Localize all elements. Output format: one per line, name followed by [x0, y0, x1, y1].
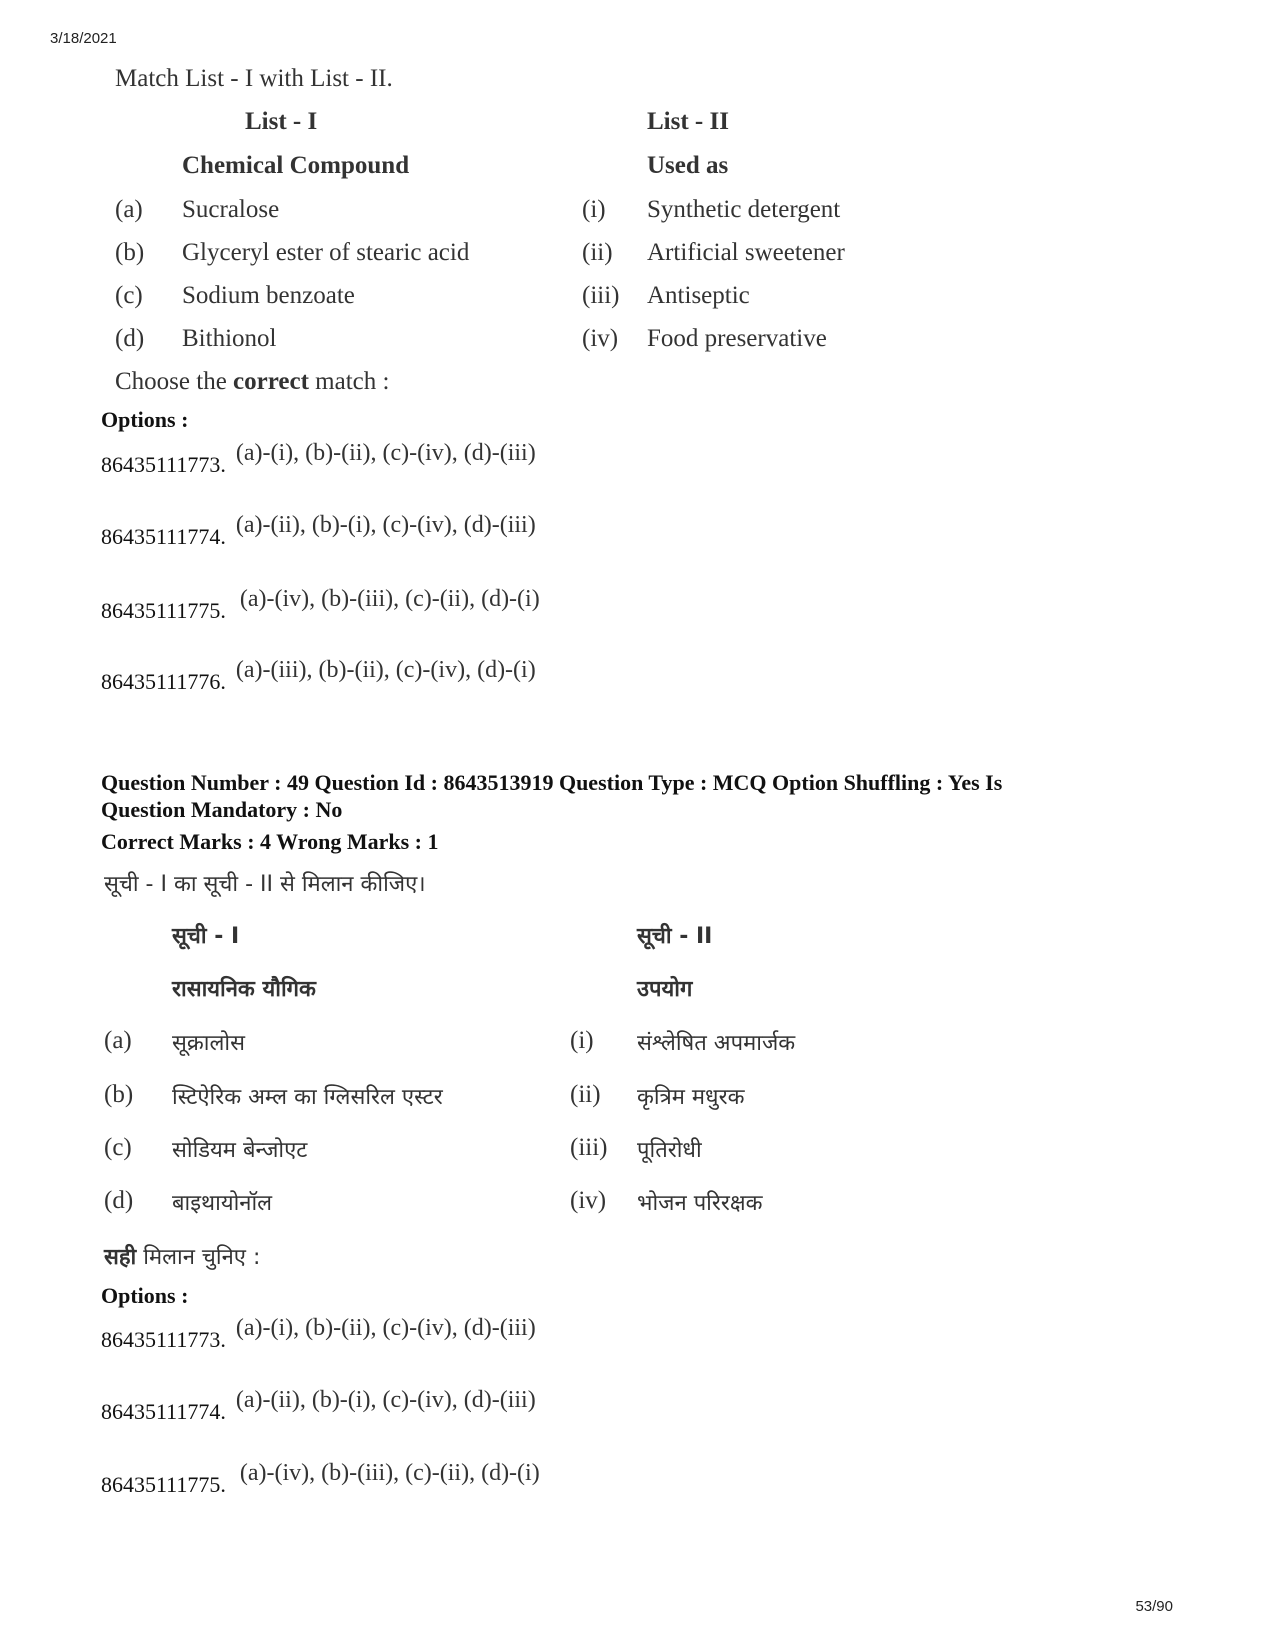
- q48-row-iii-label: (iii): [582, 282, 620, 309]
- q49-list2-subheader: उपयोग: [637, 977, 693, 1002]
- q48-row-i-label: (i): [582, 196, 606, 223]
- q48-list1-header: List - I: [245, 108, 318, 135]
- q49-meta-line2: Question Mandatory : No: [101, 797, 343, 822]
- q48-row-c-text: Sodium benzoate: [182, 282, 355, 309]
- option-id: 86435111775.: [101, 598, 226, 623]
- q48-list2-header: List - II: [647, 108, 729, 135]
- q48-options-label: Options :: [101, 407, 189, 432]
- q48-intro: Match List - I with List - II.: [115, 65, 393, 92]
- option-text: (a)-(iv), (b)-(iii), (c)-(ii), (d)-(i): [239, 1460, 540, 1486]
- option-text: (a)-(i), (b)-(ii), (c)-(iv), (d)-(iii): [235, 1315, 536, 1341]
- q49-intro: सूची - I का सूची - II से मिलान कीजिए।: [104, 872, 426, 897]
- option-id: 86435111773.: [101, 452, 226, 477]
- q48-row-d-label: (d): [115, 325, 145, 352]
- q49-row-i-label: (i): [570, 1027, 594, 1054]
- option-id: 86435111774.: [101, 524, 226, 549]
- q48-option-1[interactable]: [101, 440, 536, 477]
- page-date: 3/18/2021: [50, 30, 117, 47]
- option-id: 86435111776.: [101, 669, 226, 694]
- q49-row-c-text: सोडियम बेन्जोएट: [172, 1138, 308, 1163]
- q49-options-label: Options :: [101, 1283, 189, 1308]
- q48-list1-subheader: Chemical Compound: [182, 152, 410, 179]
- q49-row-iv-label: (iv): [570, 1187, 607, 1214]
- q49-row-i-text: संश्लेषित अपमार्जक: [637, 1031, 796, 1056]
- q49-row-b-text: स्टिऐरिक अम्ल का ग्लिसरिल एस्टर: [172, 1085, 443, 1110]
- q49-row-iii-label: (iii): [570, 1134, 608, 1161]
- q48-row-iii-text: Antiseptic: [647, 282, 750, 309]
- q49-row-ii-text: कृत्रिम मधुरक: [637, 1085, 745, 1110]
- q48-row-iv-label: (iv): [582, 325, 619, 352]
- q48-list2-subheader: Used as: [647, 152, 729, 179]
- q49-option-3[interactable]: [101, 1460, 540, 1497]
- q49-row-ii-label: (ii): [570, 1081, 601, 1108]
- option-text: (a)-(i), (b)-(ii), (c)-(iv), (d)-(iii): [235, 440, 536, 466]
- q49-list1-header: सूची - I: [172, 924, 240, 949]
- q48-row-b-text: Glyceryl ester of stearic acid: [182, 239, 470, 266]
- q49-row-d-text: बाइथायोनॉल: [172, 1191, 273, 1216]
- q48-option-2[interactable]: [101, 512, 536, 549]
- q49-row-iii-text: पूतिरोधी: [637, 1138, 702, 1163]
- q48-row-ii-text: Artificial sweetener: [647, 239, 845, 266]
- q49-meta-line1: Question Number : 49 Question Id : 8643513919 Question Type : MCQ Option Shuffling : Yes Is: [101, 770, 1003, 795]
- option-text: (a)-(iv), (b)-(iii), (c)-(ii), (d)-(i): [239, 586, 540, 612]
- q48-row-iv-text: Food preservative: [647, 325, 827, 352]
- q49-row-b-label: (b): [104, 1081, 134, 1108]
- option-id: 86435111775.: [101, 1472, 226, 1497]
- page-number: 53/90: [1135, 1598, 1173, 1615]
- q48-option-4[interactable]: [101, 657, 536, 694]
- q49-row-a-label: (a): [104, 1027, 132, 1054]
- q48-row-d-text: Bithionol: [182, 325, 277, 352]
- q49-list1-subheader: रासायनिक यौगिक: [172, 977, 316, 1002]
- option-text: (a)-(ii), (b)-(i), (c)-(iv), (d)-(iii): [235, 512, 536, 538]
- q48-row-ii-label: (ii): [582, 239, 613, 266]
- option-text: (a)-(iii), (b)-(ii), (c)-(iv), (d)-(i): [235, 657, 536, 683]
- q48-prompt: Choose the correct match :: [115, 368, 390, 395]
- option-text: (a)-(ii), (b)-(i), (c)-(iv), (d)-(iii): [235, 1387, 536, 1413]
- q48-row-c-label: (c): [115, 282, 143, 309]
- option-id: 86435111773.: [101, 1327, 226, 1352]
- q49-option-2[interactable]: [101, 1387, 536, 1424]
- option-id: 86435111774.: [101, 1399, 226, 1424]
- q49-row-c-label: (c): [104, 1134, 132, 1161]
- q49-prompt: सही मिलान चुनिए :: [104, 1245, 261, 1270]
- q49-row-iv-text: भोजन परिरक्षक: [637, 1191, 763, 1216]
- q48-row-i-text: Synthetic detergent: [647, 196, 841, 223]
- q48-option-3[interactable]: [101, 586, 540, 623]
- q49-row-d-label: (d): [104, 1187, 134, 1214]
- q48-row-a-text: Sucralose: [182, 196, 280, 223]
- q48-row-a-label: (a): [115, 196, 143, 223]
- q49-option-1[interactable]: [101, 1315, 536, 1352]
- q49-marks: Correct Marks : 4 Wrong Marks : 1: [101, 829, 439, 854]
- q49-list2-header: सूची - II: [637, 924, 713, 949]
- q49-row-a-text: सूक्रालोस: [172, 1031, 245, 1056]
- q48-row-b-label: (b): [115, 239, 145, 266]
